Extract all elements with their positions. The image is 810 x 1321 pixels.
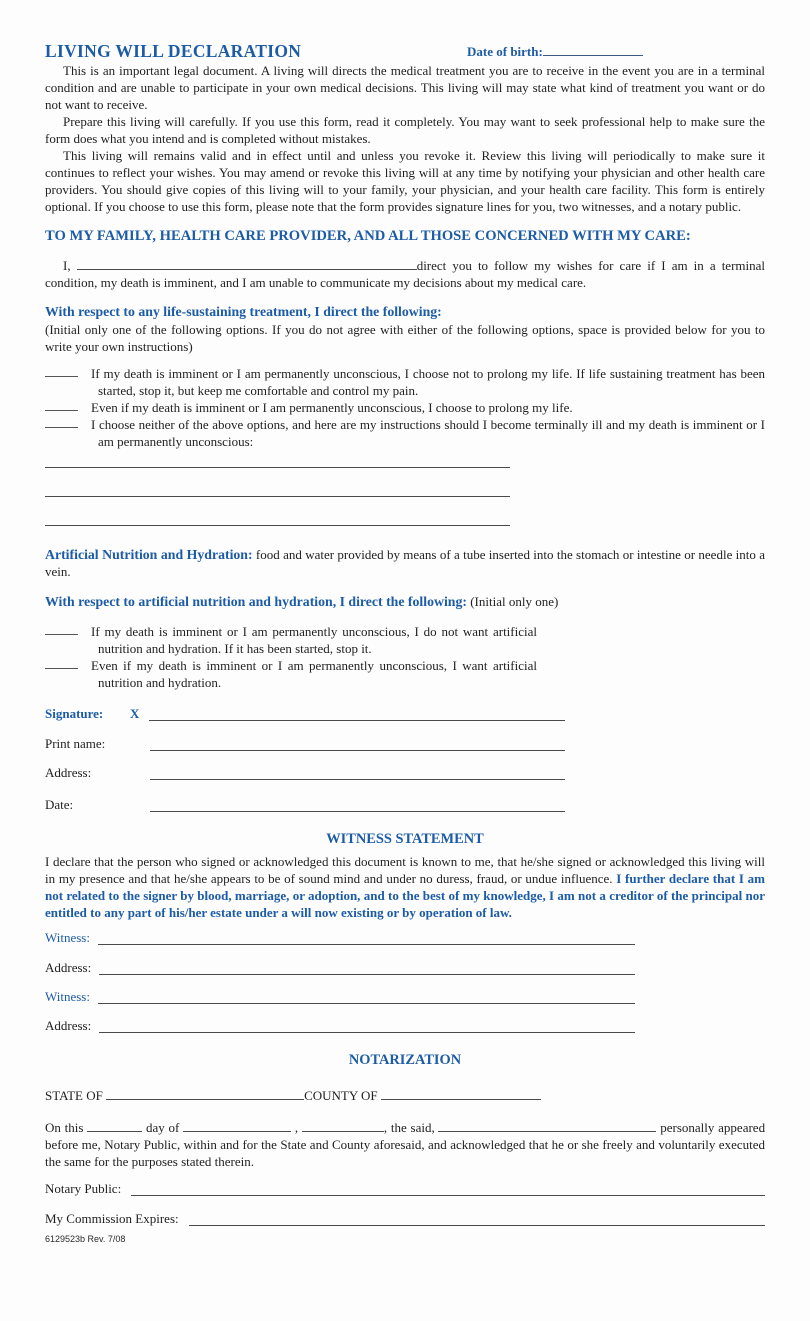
signature-line[interactable] xyxy=(149,708,565,721)
declarant-name-line[interactable] xyxy=(77,258,417,270)
option-text: Even if my death is imminent or I am permanently unconscious, I want artificial nutrition and hydration. xyxy=(91,658,537,690)
notary-public-label: Notary Public: xyxy=(45,1181,122,1196)
commission-label: My Commission Expires: xyxy=(45,1211,179,1226)
state-of-label: STATE OF xyxy=(45,1088,103,1103)
witness-statement-text xyxy=(45,853,765,921)
form-number: 6129523b Rev. 7/08 xyxy=(45,1234,126,1244)
option-row xyxy=(45,657,537,691)
signature-label: Signature: xyxy=(45,706,104,721)
witness-statement-heading: WITNESS STATEMENT xyxy=(326,831,484,847)
intro-paragraph-1: This is an important legal document. A living will directs the medical treatment you are to receive in the event you are in a terminal condition and are unable to participate in your own medical decisions. This living will may state what kind of treatment you want or do not want to receive. xyxy=(45,63,765,112)
option-text: I choose neither of the above options, and here are my instructions should I become terminally ill and my death is imminent or I am permanently unconscious: xyxy=(91,417,765,449)
date-label: Date: xyxy=(45,797,74,812)
county-of-label: COUNTY OF xyxy=(304,1088,378,1103)
date-line[interactable] xyxy=(150,799,565,812)
declarant-pre-text: I, xyxy=(63,258,71,273)
initial-line[interactable] xyxy=(45,623,78,635)
day-of-text: day of xyxy=(145,1120,180,1135)
witness1-address-row xyxy=(45,961,635,975)
address-line[interactable] xyxy=(150,767,565,780)
witness2-address-label: Address: xyxy=(45,1018,92,1033)
notary-public-line[interactable] xyxy=(131,1183,765,1196)
print-name-row xyxy=(45,737,565,751)
commission-line[interactable] xyxy=(189,1213,765,1226)
page-title: LIVING WILL DECLARATION xyxy=(45,41,302,61)
initial-line[interactable] xyxy=(45,416,78,428)
declarant-sentence xyxy=(45,257,765,291)
the-said-text: , the said, xyxy=(383,1120,435,1135)
intro-paragraph-2: Prepare this living will carefully. If you use this form, read it completely. You may want to seek professional help to make sure the form does what you intend and is completed without mistakes. xyxy=(45,114,765,146)
nutrition-direct-heading-text: With respect to artificial nutrition and hydration, I direct the following: xyxy=(45,594,467,609)
nutrition-definition-text: food and water provided by means of a tube inserted into the stomach or intestine or needle into a vein. xyxy=(45,547,765,579)
nutrition-note: (Initial only one) xyxy=(466,594,559,609)
date-row xyxy=(45,798,565,812)
option-row xyxy=(45,416,765,450)
declarant-post-text: direct you to follow my wishes for care if I am in a terminal condition, my death is imminent, and I am unable to communicate my decisions about my medical care. xyxy=(45,258,766,290)
state-county-row xyxy=(45,1088,765,1103)
signature-row xyxy=(45,707,565,721)
header xyxy=(45,40,765,62)
print-name-label: Print name: xyxy=(45,736,106,751)
instructions-line-1[interactable] xyxy=(45,467,510,468)
address-label: Address: xyxy=(45,765,92,780)
option-row xyxy=(45,623,537,657)
dob-label: Date of birth: xyxy=(467,44,543,59)
year-field-line[interactable] xyxy=(302,1120,384,1132)
x-mark: X xyxy=(130,706,140,721)
section-heading-family: TO MY FAMILY, HEALTH CARE PROVIDER, AND ALL THOSE CONCERNED WITH MY CARE: xyxy=(45,228,691,244)
witness1-address-line[interactable] xyxy=(99,962,635,975)
nutrition-definition xyxy=(45,546,765,580)
month-field-line[interactable] xyxy=(183,1120,291,1132)
dob-field-line[interactable] xyxy=(543,44,643,56)
life-sustaining-options xyxy=(45,365,765,450)
life-sustaining-note: (Initial only one of the following options. If you do not agree with either of the following options, space is provided below for you to write your own instructions) xyxy=(45,322,765,354)
section-heading-nutrition-direct xyxy=(45,593,765,611)
initial-line[interactable] xyxy=(45,365,78,377)
dob-field xyxy=(467,43,643,60)
option-row xyxy=(45,365,765,399)
comma-text: , xyxy=(294,1120,299,1135)
initial-line[interactable] xyxy=(45,399,78,411)
option-row xyxy=(45,399,765,416)
witness1-line[interactable] xyxy=(98,932,635,945)
witness1-label: Witness: xyxy=(45,930,90,945)
state-line[interactable] xyxy=(106,1088,304,1100)
said-name-line[interactable] xyxy=(438,1120,656,1132)
notary-acknowledgment xyxy=(45,1119,765,1170)
witness1-row xyxy=(45,931,635,945)
witness2-row xyxy=(45,990,635,1004)
personally-text: personally xyxy=(660,1120,715,1135)
intro-paragraph-3: This living will remains valid and in effect until and unless you revoke it. Review this living will periodically to make sure it continues to reflect your wishes. You may amend or revoke this living will at any time by notifying your physician and other health care providers. You should give copies of this living will to your family, your physician, and your health care facility. This form is entirely optional. If you choose to use this form, please note that the form provides signature lines for you, two witnesses, and a notary public. xyxy=(45,148,765,214)
address-row xyxy=(45,766,565,780)
witness2-line[interactable] xyxy=(98,991,635,1004)
notary-acknowledgment-text: appeared before me, Notary Public, within and for the State and County aforesaid, and acknowledged that he or she freely and voluntarily executed the same for the purposes stated therein. xyxy=(45,1120,766,1169)
notarization-heading: NOTARIZATION xyxy=(348,1052,462,1068)
witness-statement-plain: I declare that the person who signed or acknowledged this document is known to me, that he/she signed or acknowledged this living will in my presence and that he/she appears to be of sound mind and under no duress, fraud, or undue influence. xyxy=(45,854,765,886)
witness2-address-row xyxy=(45,1019,635,1033)
print-name-line[interactable] xyxy=(150,738,565,751)
day-field-line[interactable] xyxy=(87,1120,142,1132)
witness-statement-bold: I further declare that I am not related to the signer by blood, marriage, or adoption, and to the best of my knowledge, I am not a creditor of the principal nor entitled to any part of his/her estate under a will now existing or by operation of law. xyxy=(45,871,766,920)
commission-row xyxy=(45,1212,765,1226)
on-this-text: On this xyxy=(45,1120,84,1135)
nutrition-heading: Artificial Nutrition and Hydration: xyxy=(45,547,253,562)
section-heading-life-sustaining: With respect to any life-sustaining treatment, I direct the following: xyxy=(45,304,442,319)
option-text: If my death is imminent or I am permanently unconscious, I do not want artificial nutrition and hydration. If it has been started, stop it. xyxy=(91,624,537,656)
instructions-line-2[interactable] xyxy=(45,496,510,497)
witness1-address-label: Address: xyxy=(45,960,92,975)
nutrition-options xyxy=(45,623,537,691)
witness2-address-line[interactable] xyxy=(99,1020,635,1033)
initial-line[interactable] xyxy=(45,657,78,669)
county-line[interactable] xyxy=(381,1088,541,1100)
witness2-label: Witness: xyxy=(45,989,90,1004)
option-text: Even if my death is imminent or I am permanently unconscious, I choose to prolong my life. xyxy=(91,400,573,415)
option-text: If my death is imminent or I am permanently unconscious, I choose not to prolong my life. If life sustaining treatment has been started, stop it, but keep me comfortable and control my pain. xyxy=(91,366,765,398)
instructions-line-3[interactable] xyxy=(45,525,510,526)
notary-public-row xyxy=(45,1182,765,1196)
